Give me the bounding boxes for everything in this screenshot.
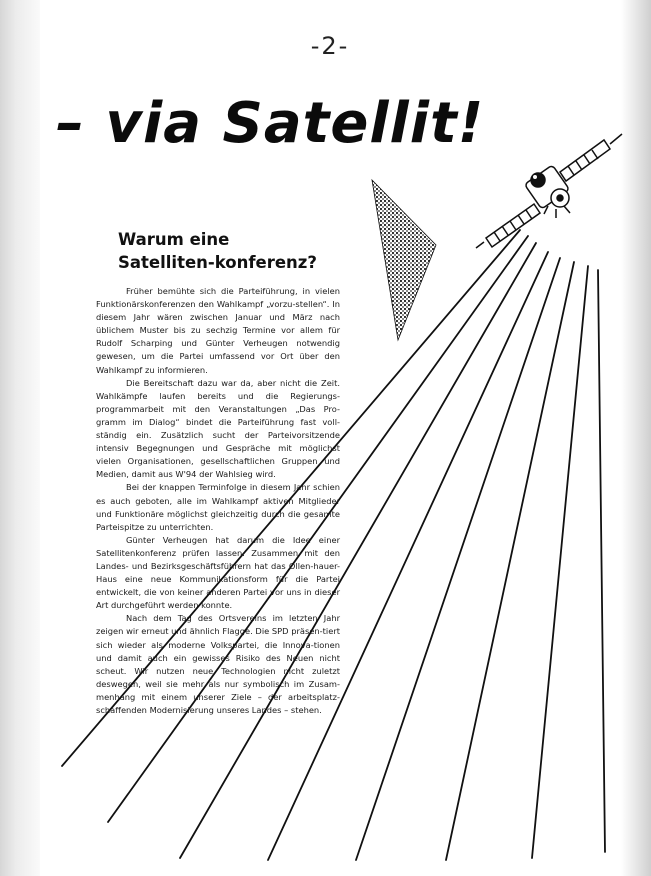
scan-edge-left — [0, 0, 40, 876]
headline: – via Satellit! — [56, 91, 485, 156]
paragraph: Früher bemühte sich die Parteiführung, in vielen Funktionärskonferenzen den Wahlkampf „vorzu-stellen“. In diesem Jahr wären zwischen Januar und März nach üblichem Muster bis zu sechzig Termine vor allem für Rudolf Scharping und Günter Verheugen notwendig gewesen, um die Partei umfassend vor Ort über den Wahlkampf zu informieren. — [96, 286, 340, 375]
page-number: -2- — [310, 32, 350, 60]
scan-edge-right — [621, 0, 651, 876]
paragraph: Bei der knappen Terminfolge in diesem Jahr schien es auch geboten, alle im Wahlkampf aktiven Mitglieder und Funktionäre möglichst gleichzeitig durch die gesamte Parteispitze zu unterrichten. — [96, 482, 340, 532]
body-text — [96, 285, 340, 717]
paragraph: Nach dem Tag des Ortsvereins im letzten Jahr zeigen wir erneut und ähnlich Flagge. Die SPD präsen-tiert sich wieder als moderne Volkspartei, die Innova-tionen und damit auch ein gewisses Risiko des Neuen nicht scheut. Wir nutzen neue Technologien nicht zuletzt deswegen, weil sie mehr als nur symbolisch im Zusam-menhang mit einem unserer Ziele – der arbeitsplatz-schaffenden Modernisierung unseres Landes – stehen. — [96, 613, 340, 715]
paragraph: Die Bereitschaft dazu war da, aber nicht die Zeit. Wahlkämpfe laufen bereits und die Regierungs-programmarbeit mit den Veranstaltungen „Das Pro-gramm im Dialog“ bindet die Parteiführung fast voll-ständig ein. Zusätzlich sucht der Parteivorsitzende intensiv Begegnungen und Gespräche mit möglichst vielen Organisationen, gesellschaftlichen Gruppen und Medien, damit aus W'94 der Wahlsieg wird. — [96, 377, 340, 480]
triangle-graphic — [372, 180, 436, 340]
subheading: Warum eine Satelliten-konferenz? — [118, 230, 317, 272]
paragraph: Günter Verheugen hat darum die Idee einer Satellitenkonferenz prüfen lassen. Zusammen mit den Landes- und Bezirksgeschäftsführern hat das Ollen-hauer-Haus eine neue Kommunikationsform für die Partei entwickelt, die von keiner anderen Partei vor uns in dieser Art durchgeführt werden konnte. — [96, 534, 340, 611]
